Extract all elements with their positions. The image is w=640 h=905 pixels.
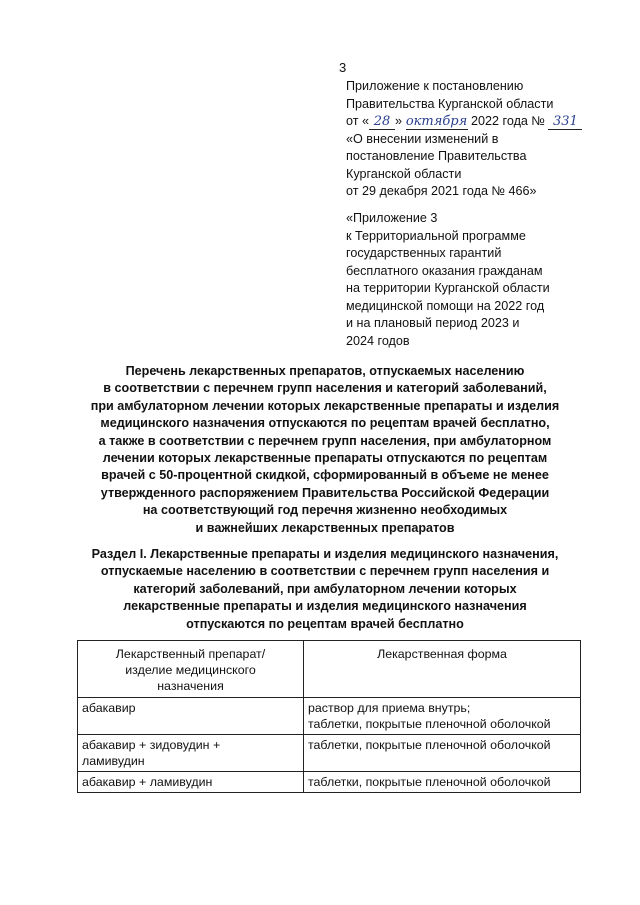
title-line: а также в соответствии с перечнем групп населения, при амбулаторном: [98, 433, 552, 448]
title-line: при амбулаторном лечении которых лекарственные препараты и изделия: [90, 398, 560, 413]
section-heading: [60, 546, 590, 633]
title-line: медицинского назначения отпускаются по рецептам врачей бесплатно,: [100, 416, 550, 431]
section-line: категорий заболеваний, при амбулаторном лечении которых: [133, 581, 517, 596]
section-line: лекарственные препараты и изделия медицинского назначения: [123, 599, 527, 614]
form-cell: [304, 698, 581, 735]
appendix-line: «О внесении изменений в: [346, 131, 499, 146]
header-form-line: Лекарственная форма: [377, 647, 507, 661]
form-cell: [304, 772, 581, 793]
form-line: раствор для приема внутрь;: [308, 701, 471, 715]
sub-appendix-line: бесплатного оказания гражданам: [346, 263, 543, 278]
title-line: на соответствующий год перечня жизненно необходимых: [142, 503, 508, 518]
table-row: [78, 772, 581, 793]
title-line: Перечень лекарственных препаратов, отпускаемых населению: [125, 364, 525, 378]
header-drug-line: Лекарственный препарат/: [115, 647, 266, 661]
header-drug: [78, 641, 304, 698]
sub-appendix-line: государственных гарантий: [346, 246, 502, 260]
title-line: лечении которых лекарственные препараты отпускаются по рецептам: [102, 451, 548, 466]
appendix-header: [346, 78, 626, 201]
title-line: врачей с 50-процентной скидкой, сформированный в объеме не менее: [101, 468, 549, 483]
header-drug-line: назначения: [157, 679, 224, 693]
appendix-line: Правительства Курганской области: [346, 96, 554, 111]
drug-table: [77, 640, 581, 793]
drug-cell: [78, 772, 304, 793]
date-prefix: от «: [346, 114, 369, 128]
header-form: [304, 641, 581, 698]
title-line: в соответствии с перечнем групп населения и категорий заболеваний,: [103, 381, 547, 396]
drug-name: абакавир + зидовудин +: [82, 738, 221, 752]
table-header-row: [78, 641, 581, 698]
drug-cell: [78, 698, 304, 735]
handwritten-month: октября: [405, 114, 468, 129]
appendix-line: Приложение к постановлению: [346, 79, 524, 93]
form-line: таблетки, покрытые пленочной оболочкой: [308, 738, 551, 752]
sub-appendix-line: «Приложение 3: [346, 211, 438, 225]
header-drug-line: изделие медицинского: [125, 663, 256, 677]
date-mid: »: [395, 114, 403, 128]
handwritten-day: 28: [369, 115, 395, 130]
sub-appendix-line: медицинской помощи на 2022 год: [346, 298, 545, 313]
sub-appendix-line: к Территориальной программе: [346, 228, 526, 243]
title-line: и важнейших лекарственных препаратов: [195, 520, 455, 535]
sub-appendix-line: на территории Курганской области: [346, 281, 550, 295]
appendix-line: постановление Правительства: [346, 149, 527, 163]
sub-appendix-line: и на плановый период 2023 и: [346, 316, 520, 330]
document-title: [60, 363, 590, 537]
appendix-line: от 29 декабря 2021 года № 466»: [346, 184, 537, 198]
sub-appendix-line: 2024 годов: [346, 333, 410, 348]
drug-name: абакавир: [82, 701, 136, 715]
date-year: 2022 года №: [471, 114, 545, 128]
form-cell: [304, 735, 581, 772]
handwritten-number: 331: [548, 115, 582, 130]
drug-name: ламивудин: [82, 754, 145, 768]
table-row: [78, 698, 581, 735]
form-line: таблетки, покрытые пленочной оболочкой: [308, 775, 551, 789]
section-line: отпускаемые населению в соответствии с перечнем групп населения и: [100, 564, 550, 579]
page-number: 3: [339, 60, 347, 75]
section-line: Раздел I. Лекарственные препараты и изделия медицинского назначения,: [91, 547, 559, 561]
appendix-date-line: [346, 113, 626, 131]
drug-cell: [78, 735, 304, 772]
sub-appendix: [346, 210, 616, 350]
drug-name: абакавир + ламивудин: [82, 775, 213, 789]
appendix-line: Курганской области: [346, 166, 462, 181]
form-line: таблетки, покрытые пленочной оболочкой: [308, 717, 551, 731]
table-row: [78, 735, 581, 772]
title-line: утвержденного распоряжением Правительства Российской Федерации: [100, 485, 550, 500]
section-line: отпускаются по рецептам врачей бесплатно: [186, 616, 464, 631]
